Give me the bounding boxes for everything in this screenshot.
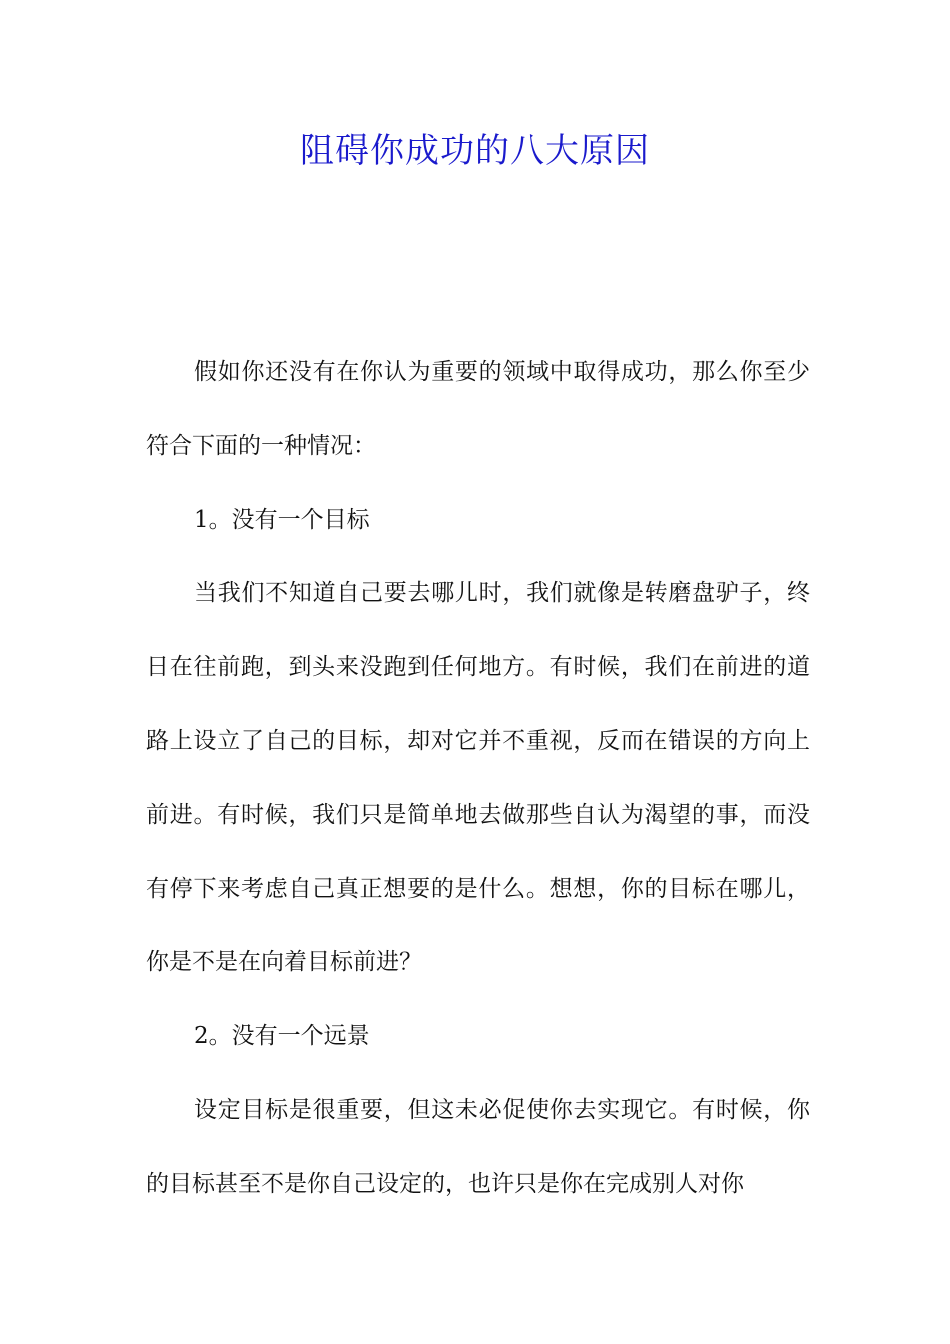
document-title: 阻碍你成功的八大原因 <box>300 131 650 171</box>
document-body <box>146 336 810 1222</box>
paragraph-item-2: 设定目标是很重要，但这未必促使你去实现它。有时候，你的目标甚至不是你自己设定的，也许只是你在完成别人对你 <box>146 1096 810 1197</box>
paragraph-intro: 假如你还没有在你认为重要的领域中取得成功，那么你至少符合下面的一种情况： <box>146 359 810 459</box>
heading-item-1: 1。没有一个目标 <box>194 506 370 533</box>
heading-item-2: 2。没有一个远景 <box>194 1023 370 1050</box>
paragraph-item-1: 当我们不知道自己要去哪儿时，我们就像是转磨盘驴子，终日在往前跑，到头来没跑到任何地方。有时候，我们在前进的道路上设立了自己的目标，却对它并不重视，反而在错误的方向上前进。有时候，我们只是简单地去做那些自认为渴望的事，而没有停下来考虑自己真正想要的是什么。想想，你的目标在哪儿，你是不是在向着目标前进？ <box>146 580 810 976</box>
